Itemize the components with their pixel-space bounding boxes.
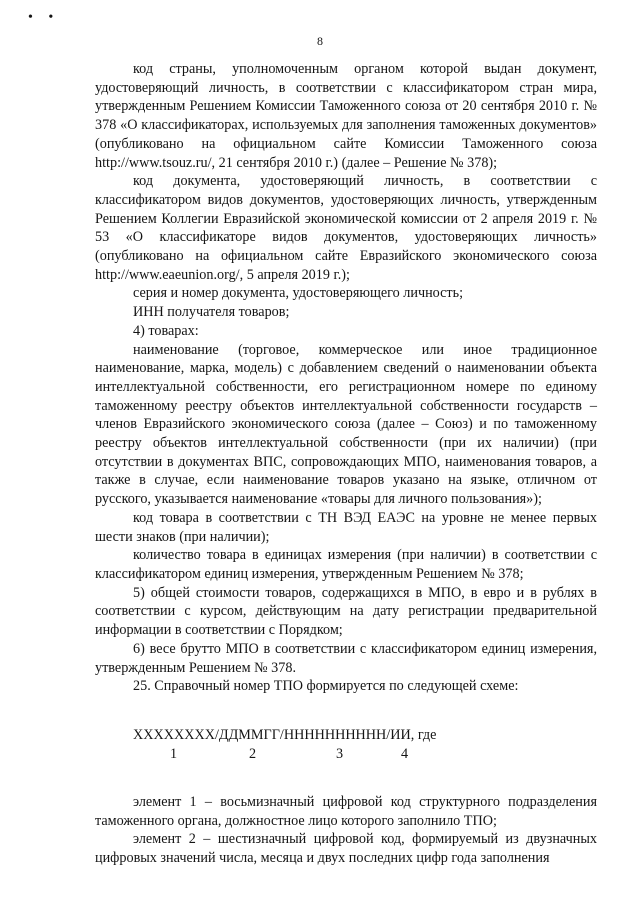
paragraph-goods-code: код товара в соответствии с ТН ВЭД ЕАЭС на уровне не менее первых шести знаков (при наличии); <box>95 509 597 545</box>
paragraph-inn: ИНН получателя товаров; <box>133 304 290 321</box>
paragraph-document-series: серия и номер документа, удостоверяющего личность; <box>133 285 464 302</box>
paragraph-document-code: код документа, удостоверяющий личность, в соответствии с классификатором видов документов, удостоверяющих личность, утвержденным Решением Коллегии Евразийской экономической комиссии от 2 апреля 2019 г. № 53 «О классификаторе видов документов, удостоверяющих личность» (опубликовано на официальном сайте Евразийского экономического союза http://www.eaeunion.org/, 5 апреля 2019 г.); <box>95 173 597 283</box>
reference-scheme: XXXXXXXX/ДДММГГ/НННННННННН/ИИ, где <box>133 726 437 743</box>
spacer <box>95 696 597 726</box>
scheme-element-numbers <box>133 745 597 763</box>
paragraph-gross-weight: 6) весе брутто МПО в соответствии с классификатором единиц измерения, утвержденным Решением № 378. <box>95 640 597 676</box>
paragraph-goods-heading: 4) товарах: <box>133 322 199 339</box>
margin-marks: • • <box>28 10 60 25</box>
spacer <box>95 763 597 793</box>
scheme-number-3: 3 <box>336 745 344 762</box>
paragraph-element-2: элемент 2 – шестизначный цифровой код, формируемый из двузначных цифровых значений числа, месяца и двух последних цифр года заполнения <box>95 831 597 867</box>
paragraph-total-value: 5) общей стоимости товаров, содержащихся в МПО, в евро и в рублях в соответствии с курсом, действующим на дату регистрации предварительной информации в соответствии с Порядком; <box>95 584 597 639</box>
paragraph-country-code: код страны, уполномоченным органом которой выдан документ, удостоверяющий личность, в соответствии с классификатором стран мира, утвержденным Решением Комиссии Таможенного союза от 20 сентября 2010 г. № 378 «О классификаторах, используемых для заполнения таможенных документов» (опубликовано на официальном сайте Комиссии Таможенного союза http://www.tsouz.ru/, 21 сентября 2010 г.) (далее – Решение № 378); <box>95 61 597 171</box>
scheme-number-1: 1 <box>170 745 178 762</box>
paragraph-goods-quantity: количество товара в единицах измерения (при наличии) в соответствии с классификатором единиц измерения, утвержденным Решением № 378; <box>95 547 597 582</box>
paragraph-reference-number: 25. Справочный номер ТПО формируется по следующей схеме: <box>133 678 519 695</box>
scheme-number-2: 2 <box>249 745 257 762</box>
page-number: 8 <box>317 34 323 48</box>
document-body <box>95 60 597 868</box>
paragraph-element-1: элемент 1 – восьмизначный цифровой код структурного подразделения таможенного органа, должностное лицо которого заполнило ТПО; <box>95 793 597 829</box>
paragraph-goods-name: наименование (торговое, коммерческое или иное традиционное наименование, марка, модель) с добавлением сведений о наименовании объекта интеллектуальной собственности, его регистрационном номере по единому таможенному реестру объектов интеллектуальной собственности государств – членов Евразийского экономического союза (далее – Союз) и по таможенному реестру объектов интеллектуальной собственности (при их наличии) (при отсутствии в документах ВПС, сопровождающих МПО, наименования товаров, а также в случае, если наименование товаров указано на языке, отличном от русского, указывается наименование «товары для личного пользования»); <box>95 341 597 508</box>
scheme-number-4: 4 <box>401 745 409 762</box>
